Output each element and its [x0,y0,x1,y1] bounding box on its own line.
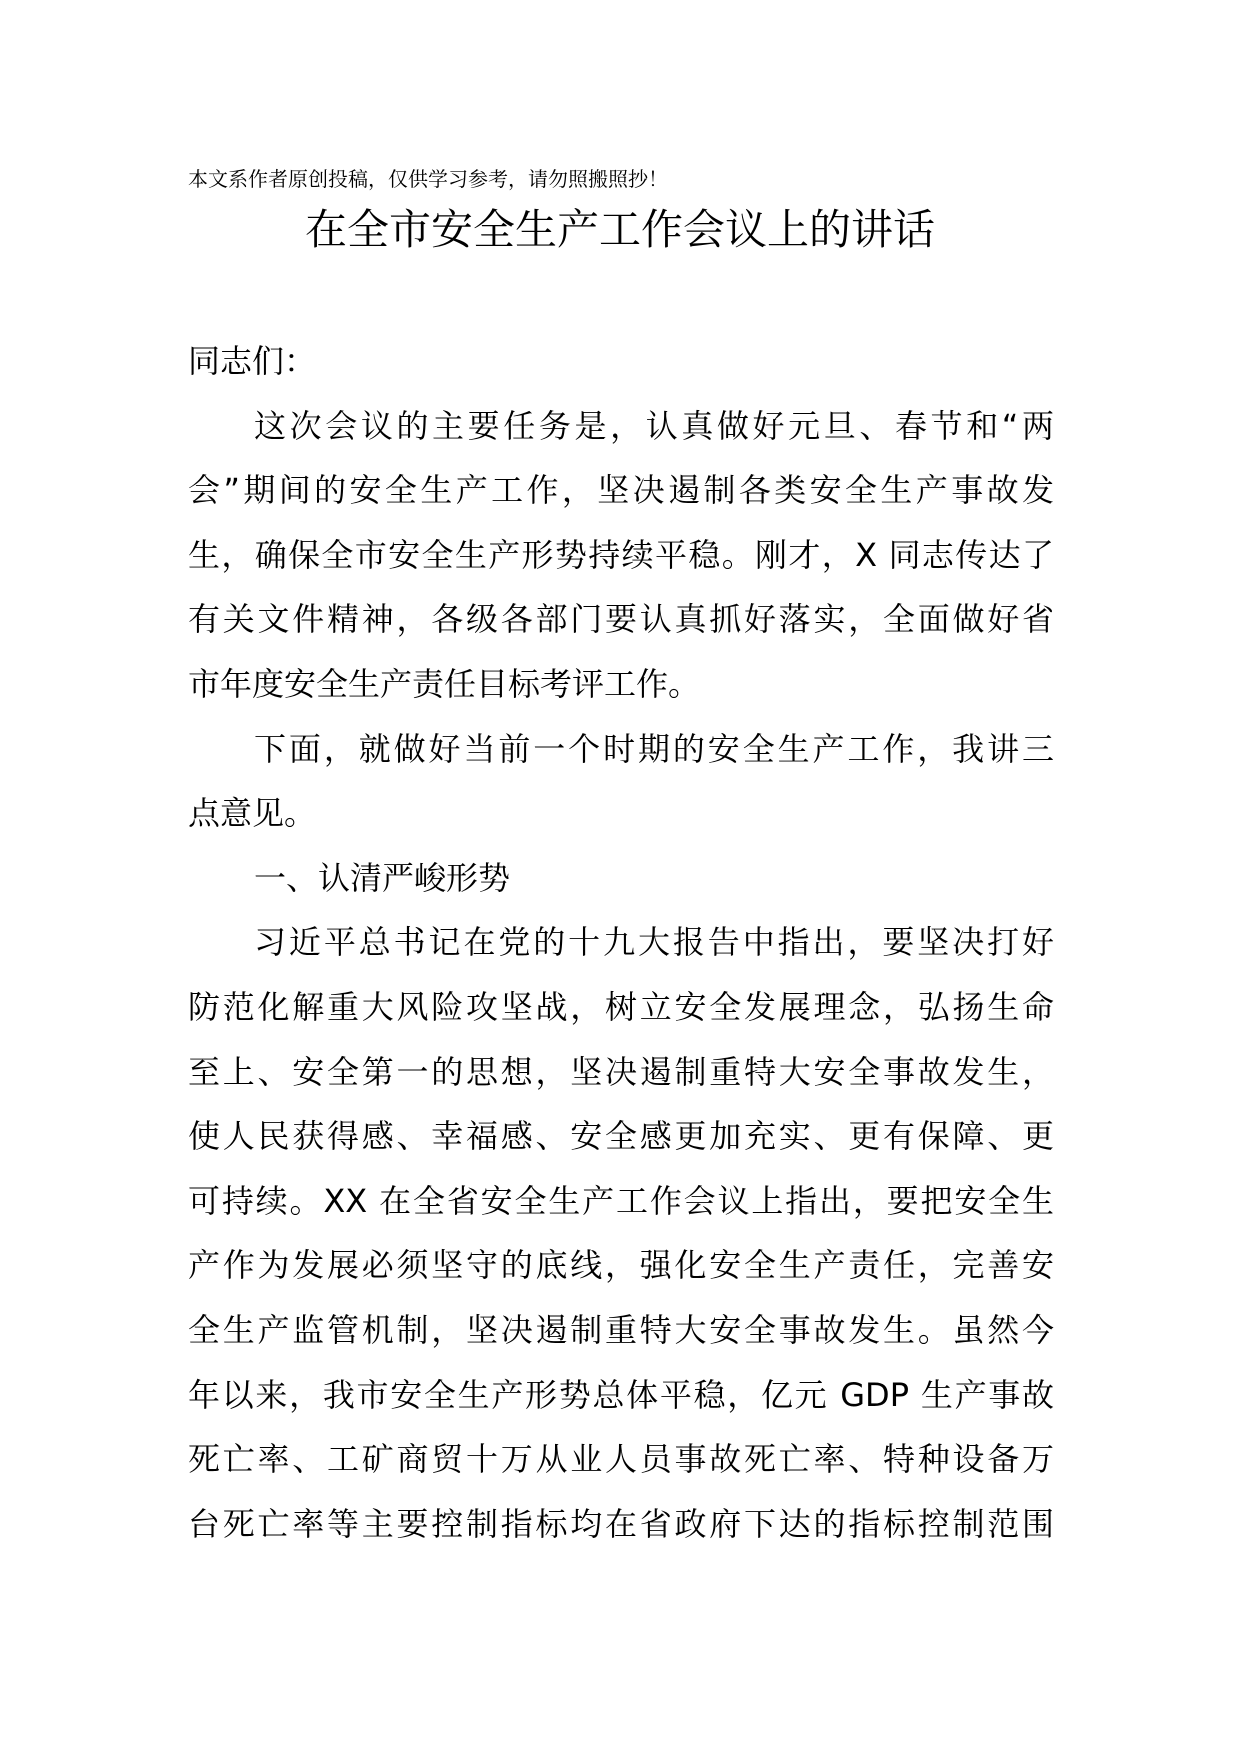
text-line: 习近平总书记在党的十九大报告中指出，要坚决打好 [254,923,1054,962]
text-line: 同志们： [188,342,317,380]
text-line: 年以来，我市安全生产形势总体平稳，亿元 GDP 生产事故 [188,1375,1054,1414]
copyright-notice: 本文系作者原创投稿，仅供学习参考，请勿照搬照抄！ [188,167,668,191]
text-line: 台死亡率等主要控制指标均在省政府下达的指标控制范围 [188,1504,1054,1543]
text-line: 下面，就做好当前一个时期的安全生产工作，我讲三 [254,729,1054,768]
text-line: 使人民获得感、幸福感、安全感更加充实、更有保障、更 [188,1117,1054,1156]
text-line: 会”期间的安全生产工作，坚决遏制各类安全生产事故发 [188,471,1054,510]
text-line: 至上、安全第一的思想，坚决遏制重特大安全事故发生， [188,1052,1054,1091]
document-body [188,329,1054,1556]
text-line: 全生产监管机制，坚决遏制重特大安全事故发生。虽然今 [188,1310,1054,1349]
text-line: 一、认清严峻形势 [254,858,511,897]
text-line: 防范化解重大风险攻坚战，树立安全发展理念，弘扬生命 [188,987,1054,1026]
text-line: 这次会议的主要任务是，认真做好元旦、春节和“两 [254,406,1054,445]
text-line: 点意见。 [188,794,317,833]
text-line: 死亡率、工矿商贸十万从业人员事故死亡率、特种设备万 [188,1440,1054,1479]
text-line: 生，确保全市安全生产形势持续平稳。刚才，X 同志传达了 [188,535,1054,574]
text-line: 有关文件精神，各级各部门要认真抓好落实，全面做好省 [188,600,1054,639]
text-line: 市年度安全生产责任目标考评工作。 [188,664,701,703]
text-line: 产作为发展必须坚守的底线，强化安全生产责任，完善安 [188,1246,1054,1285]
document-title: 在全市安全生产工作会议上的讲话 [304,205,935,254]
text-line: 可持续。XX 在全省安全生产工作会议上指出，要把安全生 [188,1181,1054,1220]
